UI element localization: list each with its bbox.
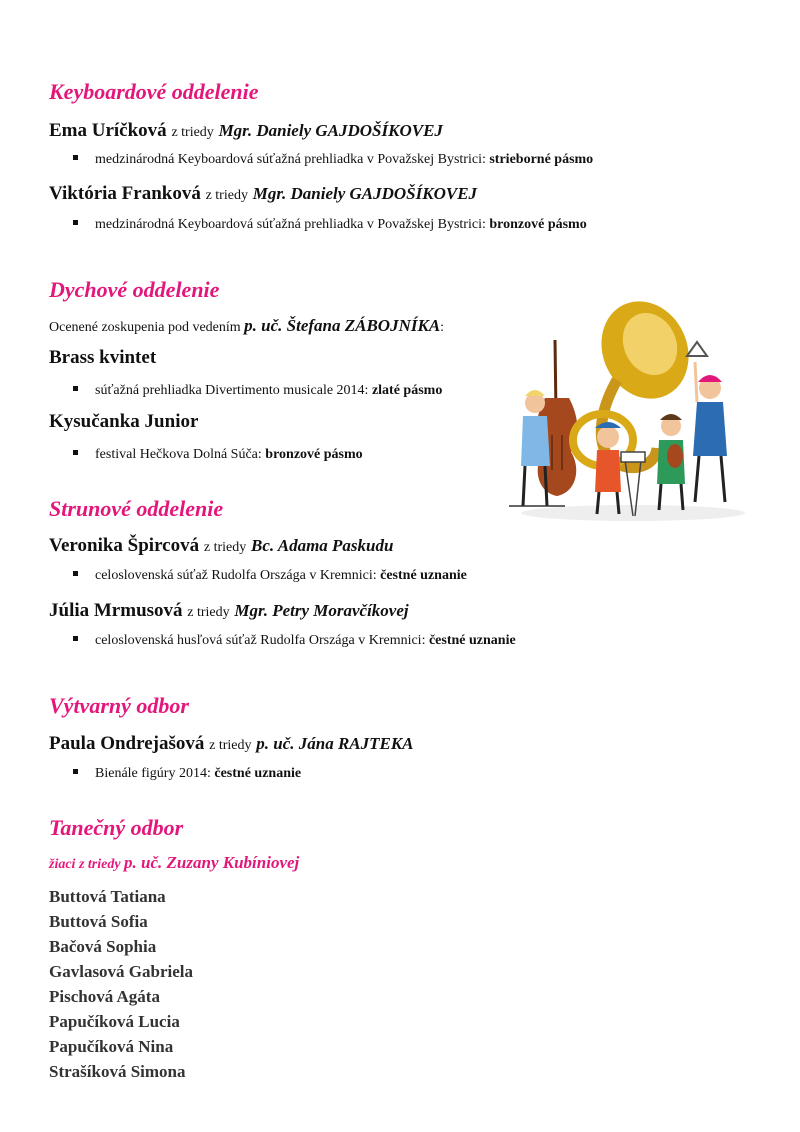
student-name: Veronika Špircová [49,535,200,556]
teacher-name: Mgr. Petry Moravčíkovej [234,601,409,620]
award-event: medzinárodná Keyboardová súťažná prehliadka v Považskej Bystrici: [95,217,486,232]
student-entry [49,120,443,142]
group-name: Kysučanka Junior [49,411,199,432]
class-label: z triedy [203,540,247,555]
list-item: Pischová Agáta [49,987,160,1006]
student-name: Júlia Mrmusová [49,600,183,621]
teacher-name: p. uč. Štefana ZÁBOJNÍKA [244,316,441,335]
section-title-art: Výtvarný odbor [49,693,189,718]
award-item [73,633,516,649]
award-result: čestné uznanie [214,766,302,781]
bullet-square-icon [73,386,78,391]
award-event: medzinárodná Keyboardová súťažná prehliadka v Považskej Bystrici: [95,152,486,167]
award-event: súťažná prehliadka Divertimento musicale 2014: [95,383,369,398]
class-label: z triedy [187,605,230,620]
bullet-square-icon [73,220,78,225]
teacher-name: Mgr. Daniely GAJDOŠÍKOVEJ [252,184,478,203]
list-item: Bačová Sophia [49,937,157,956]
award-event: festival Hečkova Dolná Súča: [95,447,262,462]
award-result: bronzové pásmo [265,447,363,462]
intro-text: Ocenené zoskupenia pod vedením [49,320,241,335]
bullet-square-icon [73,450,78,455]
bullet-square-icon [73,769,78,774]
award-event: Bienále figúry 2014: [95,766,211,781]
award-event: celoslovenská husľová súťaž Rudolfa Országa v Kremnici: [95,633,426,648]
intro-text: žiaci z triedy [49,857,121,872]
student-entry [49,600,409,622]
group-name: Brass kvintet [49,347,157,368]
class-label: z triedy [209,738,252,753]
student-entry [49,183,477,205]
bullet-square-icon [73,155,78,160]
tuba-icon [573,287,704,468]
student-name: Paula Ondrejašová [49,733,205,754]
dance-student-list [49,884,193,1084]
award-result: strieborné pásmo [489,152,594,167]
wind-intro [49,316,444,336]
award-item [73,152,593,168]
orchestra-illustration [505,270,750,532]
teacher-name: Mgr. Daniely GAJDOŠÍKOVEJ [218,121,443,140]
list-item: Strašíková Simona [49,1062,186,1081]
award-result: zlaté pásmo [371,383,443,398]
teacher-name: p. uč. Jána RAJTEKA [256,734,414,753]
list-item: Papučíková Nina [49,1037,174,1056]
teacher-name: p. uč. Zuzany Kubíniovej [124,853,300,872]
award-result: čestné uznanie [428,633,516,648]
section-title-keyboard: Keyboardové oddelenie [49,79,259,104]
section-title-dance: Tanečný odbor [49,815,184,840]
list-item: Gavlasová Gabriela [49,962,194,981]
student-entry [49,535,393,557]
section-title-strings: Strunové oddelenie [49,496,224,521]
award-result: bronzové pásmo [489,217,587,232]
student-name: Ema Uríčková [49,120,167,141]
class-label: z triedy [171,125,214,140]
class-label: z triedy [205,188,248,203]
award-item [73,383,442,399]
bullet-square-icon [73,636,78,641]
list-item: Papučíková Lucia [49,1012,180,1031]
award-item [73,217,587,233]
triangle-icon [687,342,707,356]
award-item [73,766,301,782]
award-event: celoslovenská súťaž Rudolfa Országa v Kremnici: [95,568,377,583]
award-result: čestné uznanie [380,568,467,583]
list-item: Buttová Sofia [49,912,148,931]
student-name: Viktória Franková [49,183,201,204]
intro-end: : [440,320,445,335]
list-item: Buttová Tatiana [49,887,166,906]
section-title-wind: Dychové oddelenie [49,277,220,302]
student-entry [49,733,414,755]
award-item [73,447,363,463]
dance-intro [49,853,299,873]
award-item [73,568,467,584]
bullet-square-icon [73,571,78,576]
teacher-name: Bc. Adama Paskudu [250,536,394,555]
